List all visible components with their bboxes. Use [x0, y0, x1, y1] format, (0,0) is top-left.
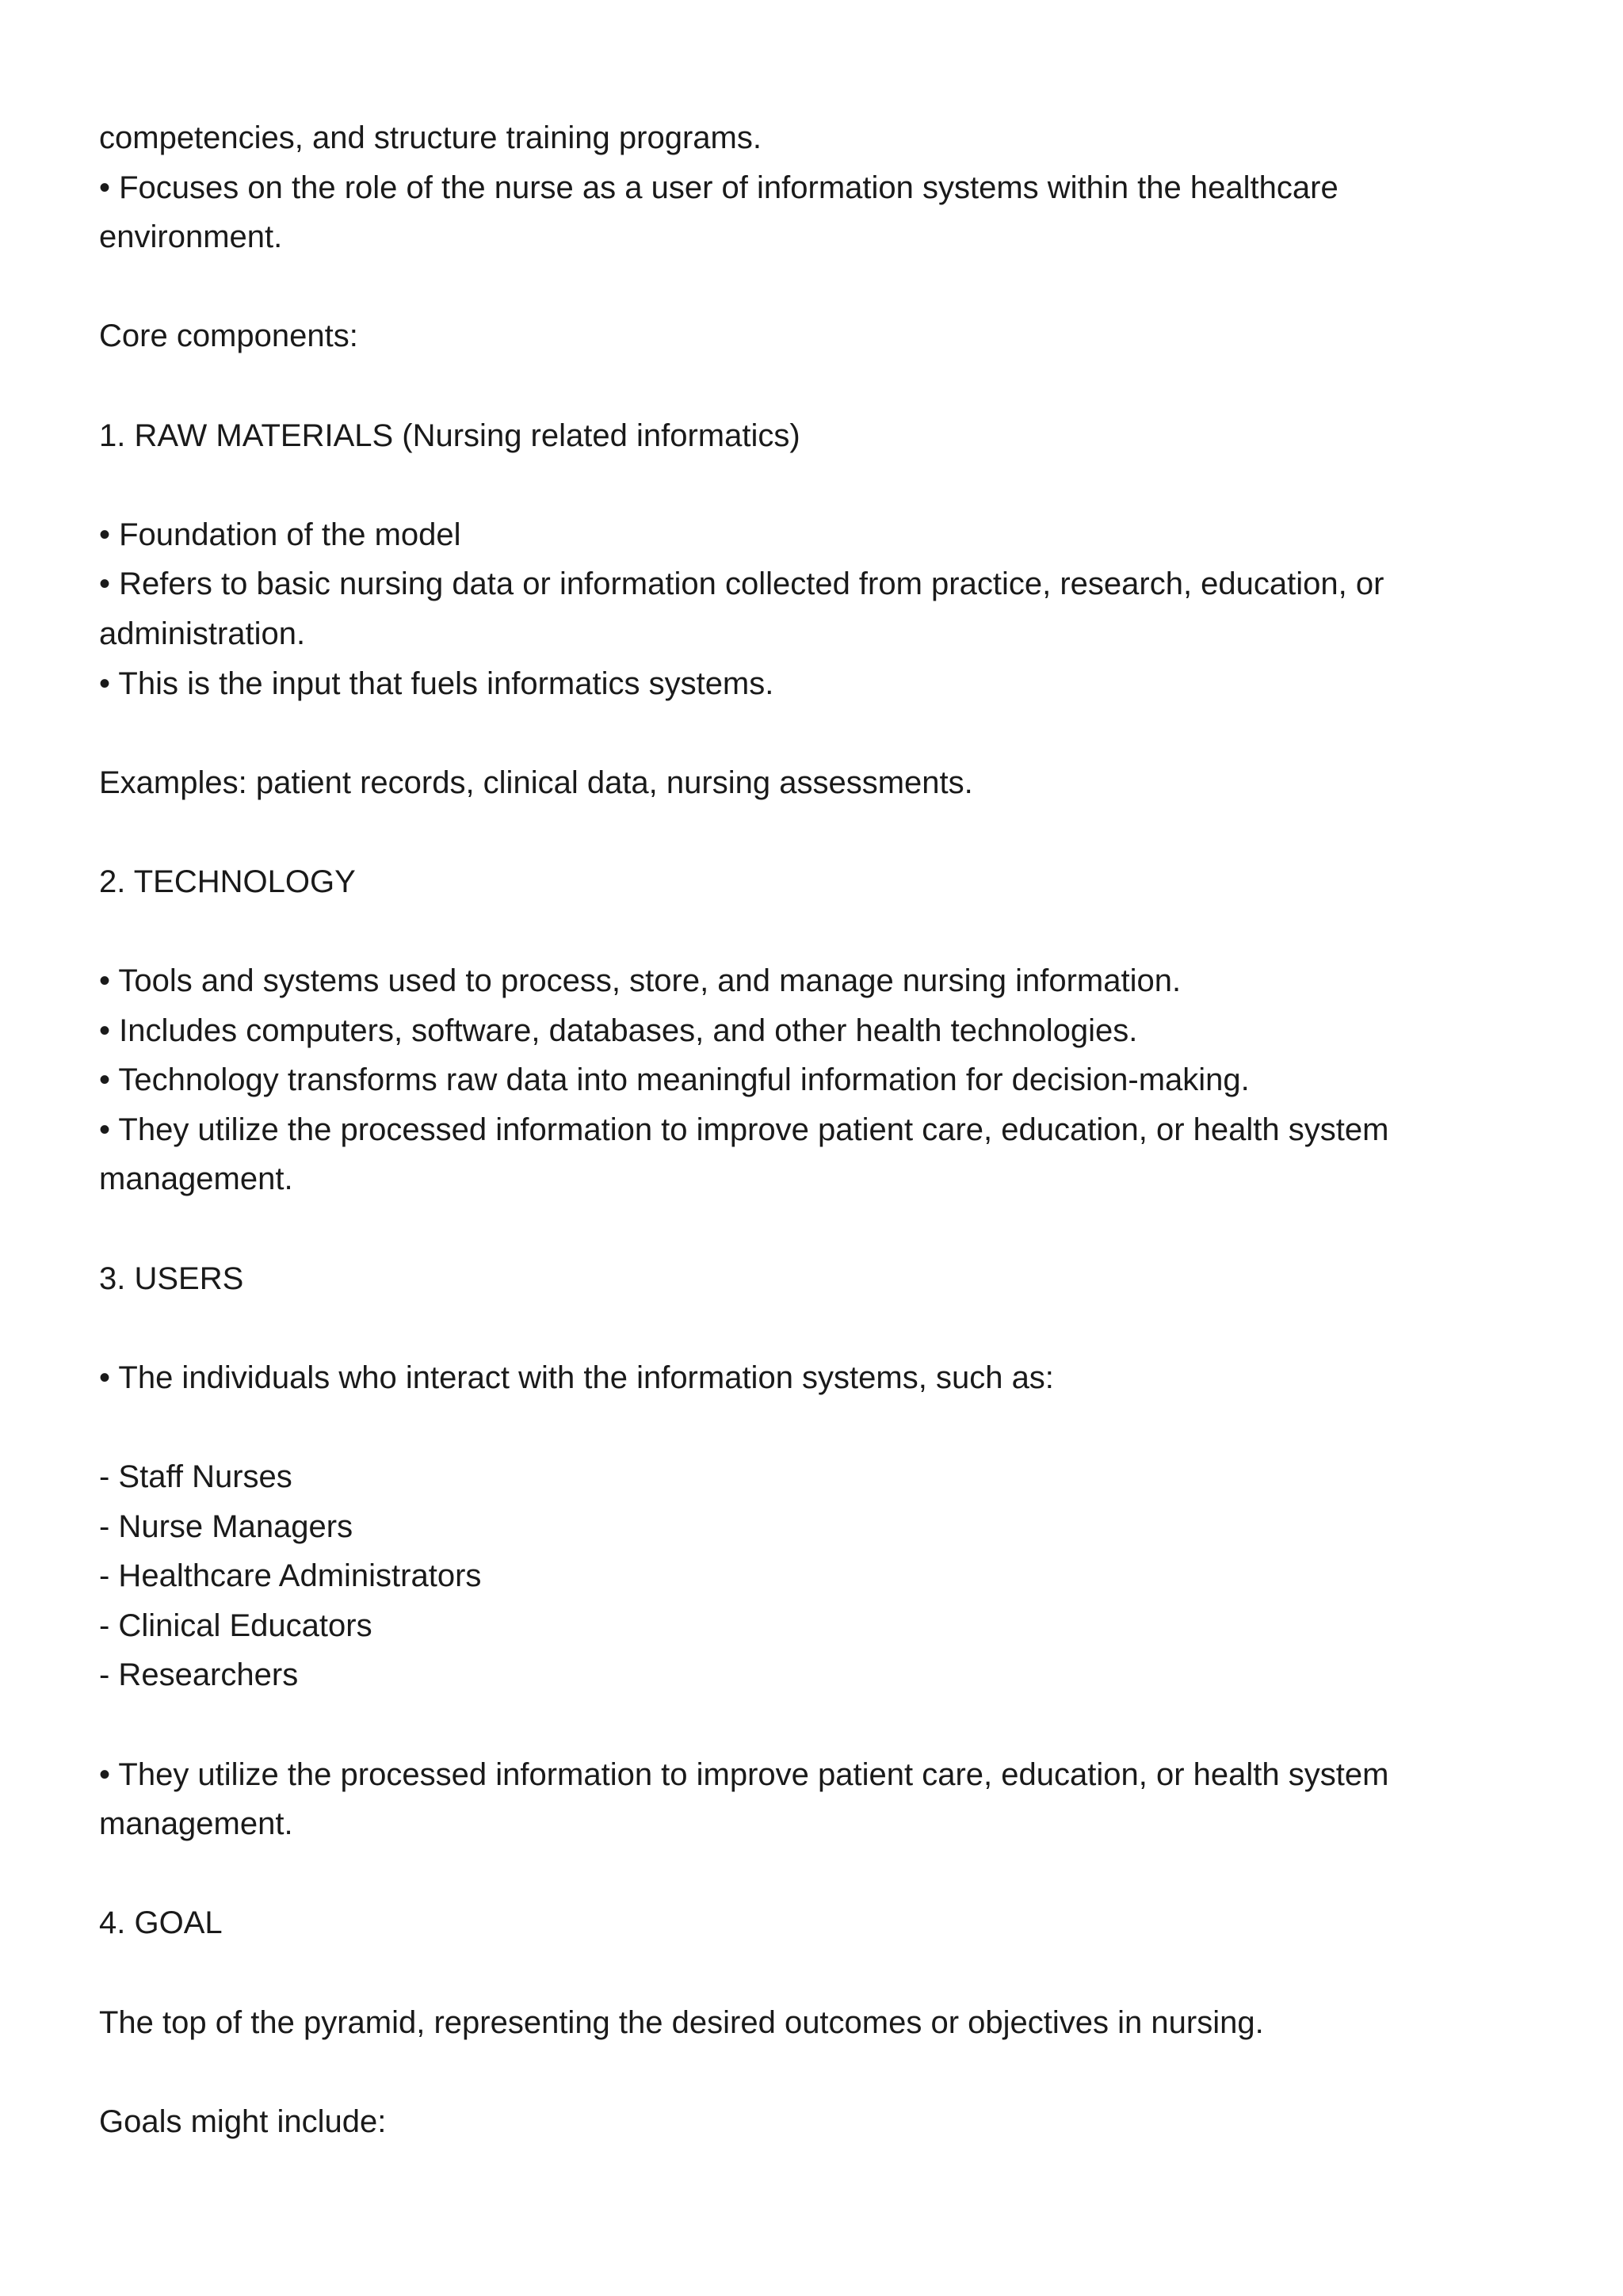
text-line: management.: [99, 1806, 293, 1842]
list-item: - Nurse Managers: [99, 1508, 353, 1544]
blank-line: [99, 361, 1573, 411]
list-item: - Staff Nurses: [99, 1459, 292, 1495]
text-line: Goals might include:: [99, 2103, 387, 2139]
section-heading-goal: 4. GOAL: [99, 1905, 223, 1941]
blank-line: [99, 1204, 1573, 1254]
blank-line: [99, 262, 1573, 312]
blank-line: [99, 1700, 1573, 1750]
text-line: management.: [99, 1161, 293, 1197]
bullet-line: • Refers to basic nursing data or information collected from practice, research, education, or: [99, 566, 1384, 602]
blank-line: [99, 708, 1573, 758]
blank-line: [99, 807, 1573, 857]
bullet-line: • This is the input that fuels informatics systems.: [99, 666, 774, 701]
text-line: The top of the pyramid, representing the desired outcomes or objectives in nursing.: [99, 2004, 1264, 2040]
document-body: [99, 113, 1573, 2146]
bullet-line: • Includes computers, software, databases, and other health technologies.: [99, 1013, 1138, 1048]
section-heading-raw-materials: 1. RAW MATERIALS (Nursing related informatics): [99, 418, 800, 453]
blank-line: [99, 907, 1573, 957]
bullet-line: • They utilize the processed information to improve patient care, education, or health system: [99, 1112, 1389, 1147]
blank-line: [99, 1402, 1573, 1452]
section-heading: Core components:: [99, 318, 358, 354]
section-heading-users: 3. USERS: [99, 1261, 244, 1296]
bullet-line: • Focuses on the role of the nurse as a user of information systems within the healthcare: [99, 170, 1338, 205]
blank-line: [99, 1849, 1573, 1899]
list-item: - Researchers: [99, 1657, 299, 1693]
section-heading-technology: 2. TECHNOLOGY: [99, 864, 356, 899]
text-line: administration.: [99, 616, 306, 651]
text-line: Examples: patient records, clinical data, nursing assessments.: [99, 765, 973, 800]
bullet-line: • They utilize the processed information to improve patient care, education, or health system: [99, 1756, 1389, 1792]
blank-line: [99, 460, 1573, 510]
list-item: - Clinical Educators: [99, 1608, 372, 1643]
text-line: competencies, and structure training programs.: [99, 120, 762, 155]
bullet-line: • Technology transforms raw data into meaningful information for decision-making.: [99, 1062, 1250, 1098]
text-line: environment.: [99, 219, 283, 255]
bullet-line: • Tools and systems used to process, store, and manage nursing information.: [99, 963, 1182, 999]
blank-line: [99, 1303, 1573, 1353]
bullet-line: • Foundation of the model: [99, 517, 461, 552]
bullet-line: • The individuals who interact with the information systems, such as:: [99, 1360, 1054, 1395]
blank-line: [99, 2047, 1573, 2097]
list-item: - Healthcare Administrators: [99, 1558, 482, 1594]
blank-line: [99, 1948, 1573, 1998]
